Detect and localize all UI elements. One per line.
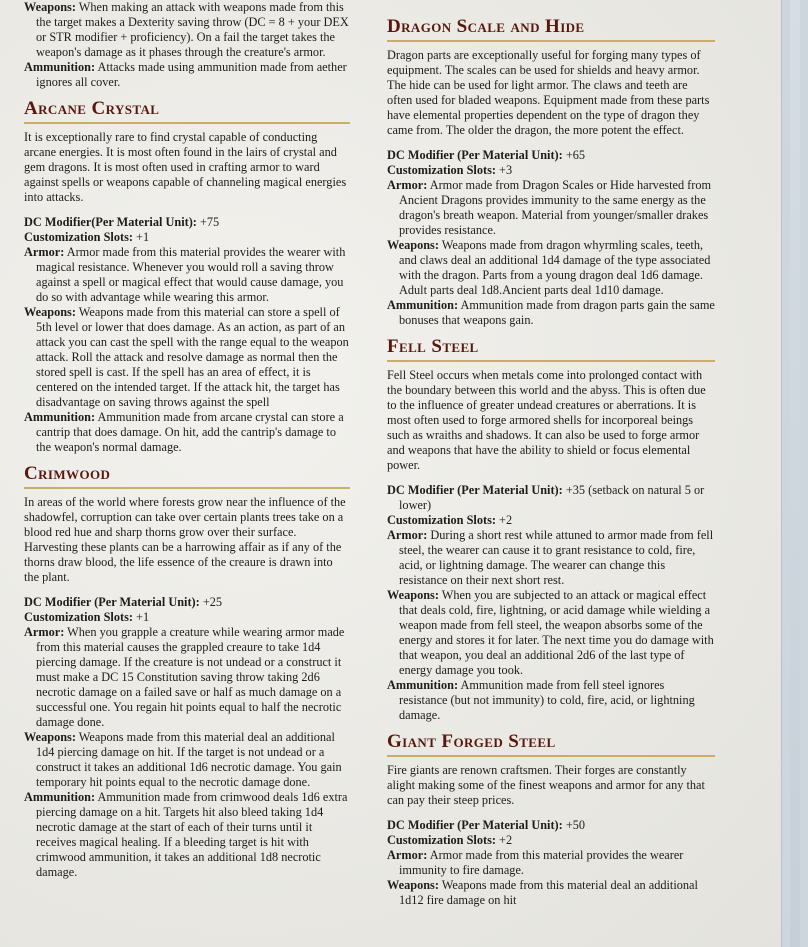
right-column [387, 16, 715, 908]
entry-weapons: Weapons: Weapons made from dragon whyrmling scales, teeth, and claws deal an additional 1d4 damage of the type associated with the dragon. Parts from a young dragon deal 1d6 damage. Adult parts deal 1d8.Ancient parts deal 1d10 damage. [387, 238, 711, 297]
title-rule [24, 487, 350, 489]
title-rule [387, 755, 715, 757]
entry-ammunition: Ammunition: Ammunition made from dragon parts gain the same bonuses that weapons gain. [387, 298, 715, 327]
section-title: Dragon Scale and Hide [387, 16, 585, 37]
entry-customization-slots: Customization Slots: +2 [387, 513, 513, 527]
left-column [24, 0, 350, 880]
entry-ammunition: Ammunition: Ammunition made from crimwood deals 1d6 extra piercing damage on a hit. Targets hit also bleed taking 1d4 necrotic damage at the start of each of their turns until it receives magical healing. If a bleeding target is hit with crimwood ammunition, it takes an additional 1d8 necrotic damage. [24, 790, 348, 879]
section-title: Arcane Crystal [24, 98, 160, 119]
section-dragon-scale-and-hide [387, 16, 715, 328]
entry-ammunition: Ammunition: Ammunition made from fell steel ignores resistance (but not immunity) to cold, fire, acid, or lightning damage. [387, 678, 695, 722]
entry-armor: Armor: When you grapple a creature while wearing armor made from this material causes the grappled creaure to take 1d4 piercing damage. If the creature is not undead or a construct it must make a DC 15 Constitution saving throw taking 2d6 necrotic damage on a failed save or half as much damage on a successful one. You regain hit points equal to half the necrotic damage done. [24, 625, 345, 729]
entry-armor: Armor: During a short rest while attuned to armor made from fell steel, the wearer can cause it to grant resistance to cold, fire, acid, or lightning damage. The wearer can change this resistance on their next short rest. [387, 528, 714, 587]
entry-dc-modifier: DC Modifier (Per Material Unit): +65 [387, 148, 586, 162]
entry-ammunition: Ammunition: Attacks made using ammunition made from aether ignores all cover. [24, 60, 347, 89]
entry-armor: Armor: Armor made from this material provides the wearer with magical resistance. Whenever you would roll a saving throw against a spell or magical effect that would cause damage, you do so with advantage while wearing this armor. [24, 245, 346, 304]
section-title: Crimwood [24, 463, 111, 484]
entry-weapons: Weapons: Weapons made from this material deal an additional 1d4 piercing damage on hit. If the target is not undead or a construct it takes an additional 1d6 necrotic damage. You gain temporary hit points equal to the necrotic damage done. [24, 730, 342, 789]
section-crimwood [24, 463, 350, 880]
entry-weapons: Weapons: When you are subjected to an attack or magical effect that deals cold, fire, lightning, or acid damage while wielding a weapon made from fell steel, the weapon absorbs some of the energy and stores it for later. The next time you do damage with that weapon, you deal an additional 2d6 of the last type of energy damage you took. [387, 588, 714, 677]
aether-continuation [24, 0, 350, 90]
entry-dc-modifier: DC Modifier(Per Material Unit): +75 [24, 215, 220, 229]
entry-armor: Armor: Armor made from this material provides the wearer immunity to fire damage. [387, 848, 684, 877]
section-intro: It is exceptionally rare to find crystal capable of conducting arcane energies. It is most often found in the lairs of crystal and gem dragons. It is most often used in crafting armor to ward against spells or weapons capable of channeling magical energies into attacks. [24, 130, 347, 204]
entry-weapons: Weapons: Weapons made from this material deal an additional 1d12 fire damage on hit [387, 878, 698, 907]
section-arcane-crystal [24, 98, 350, 455]
title-rule [24, 122, 350, 124]
section-intro: Fell Steel occurs when metals come into prolonged contact with the boundary between this world and the abyss. This is often due to the influence of greater undead creatures or aberrations. It is most often used to forge armored shells for incorporeal beings such as wraiths and shadows. It can also be used to forge armor and weapons that have the ability to shield or focus elemental power. [387, 368, 706, 472]
entry-dc-modifier: DC Modifier (Per Material Unit): +35 (setback on natural 5 or lower) [387, 483, 705, 512]
section-fell-steel [387, 336, 715, 723]
section-intro: In areas of the world where forests grow near the influence of the shadowfel, corruption can take over certain plants trees take on a blood red hue and sharp thorns grow over their surface. Harvesting these plants can be a harrowing affair as if any of the thorns draw blood, the life essence of the creaure is drawn into the plant. [24, 495, 346, 584]
entry-ammunition: Ammunition: Ammunition made from arcane crystal can store a cantrip that does damage. On hit, add the cantrip's damage to the weapon's normal damage. [24, 410, 344, 454]
entry-customization-slots: Customization Slots: +1 [24, 230, 150, 244]
section-title: Fell Steel [387, 336, 479, 357]
entry-armor: Armor: Armor made from Dragon Scales or Hide harvested from Ancient Dragons provides immunity to the same energy as the dragon's breath weapon. Material from younger/smaller drakes provides resistance. [387, 178, 712, 237]
entry-customization-slots: Customization Slots: +3 [387, 163, 513, 177]
title-rule [387, 40, 715, 42]
entry-weapons: Weapons: Weapons made from this material can store a spell of 5th level or lower that does damage. As an action, as part of an attack you can cast the spell with the range equal to the weapon attack. Roll the attack and resolve damage as normal then the stored spell is cast. If the spell has an area of effect, it is centered on the intended target. If the attack hit, the target has disadvantage on saving throws against the spell [24, 305, 349, 409]
section-intro: Dragon parts are exceptionally useful for forging many types of equipment. The scales can be used for shields and heavy armor. The hide can be used for light armor. The claws and teeth are often used for bladed weapons. Equipment made from these parts have elemental properties dependent on the type of dragon they came from. The older the dragon, the more potent the effect. [387, 48, 710, 137]
section-giant-forged-steel [387, 731, 715, 908]
section-intro: Fire giants are renown craftsmen. Their forges are constantly alight making some of the finest weapons and armor for any that can pay their steep prices. [387, 763, 705, 807]
section-title: Giant Forged Steel [387, 731, 556, 752]
entry-customization-slots: Customization Slots: +1 [24, 610, 150, 624]
entry-dc-modifier: DC Modifier (Per Material Unit): +25 [24, 595, 223, 609]
entry-customization-slots: Customization Slots: +2 [387, 833, 513, 847]
entry-dc-modifier: DC Modifier (Per Material Unit): +50 [387, 818, 586, 832]
entry-weapons: Weapons: When making an attack with weapons made from this the target makes a Dexterity saving throw (DC = 8 + your DEX or STR modifier + proficiency). On a fail the target takes the weapon's damage as it phases through the creature's armor. [24, 0, 349, 59]
title-rule [387, 360, 715, 362]
page-edge-strip [790, 0, 800, 947]
